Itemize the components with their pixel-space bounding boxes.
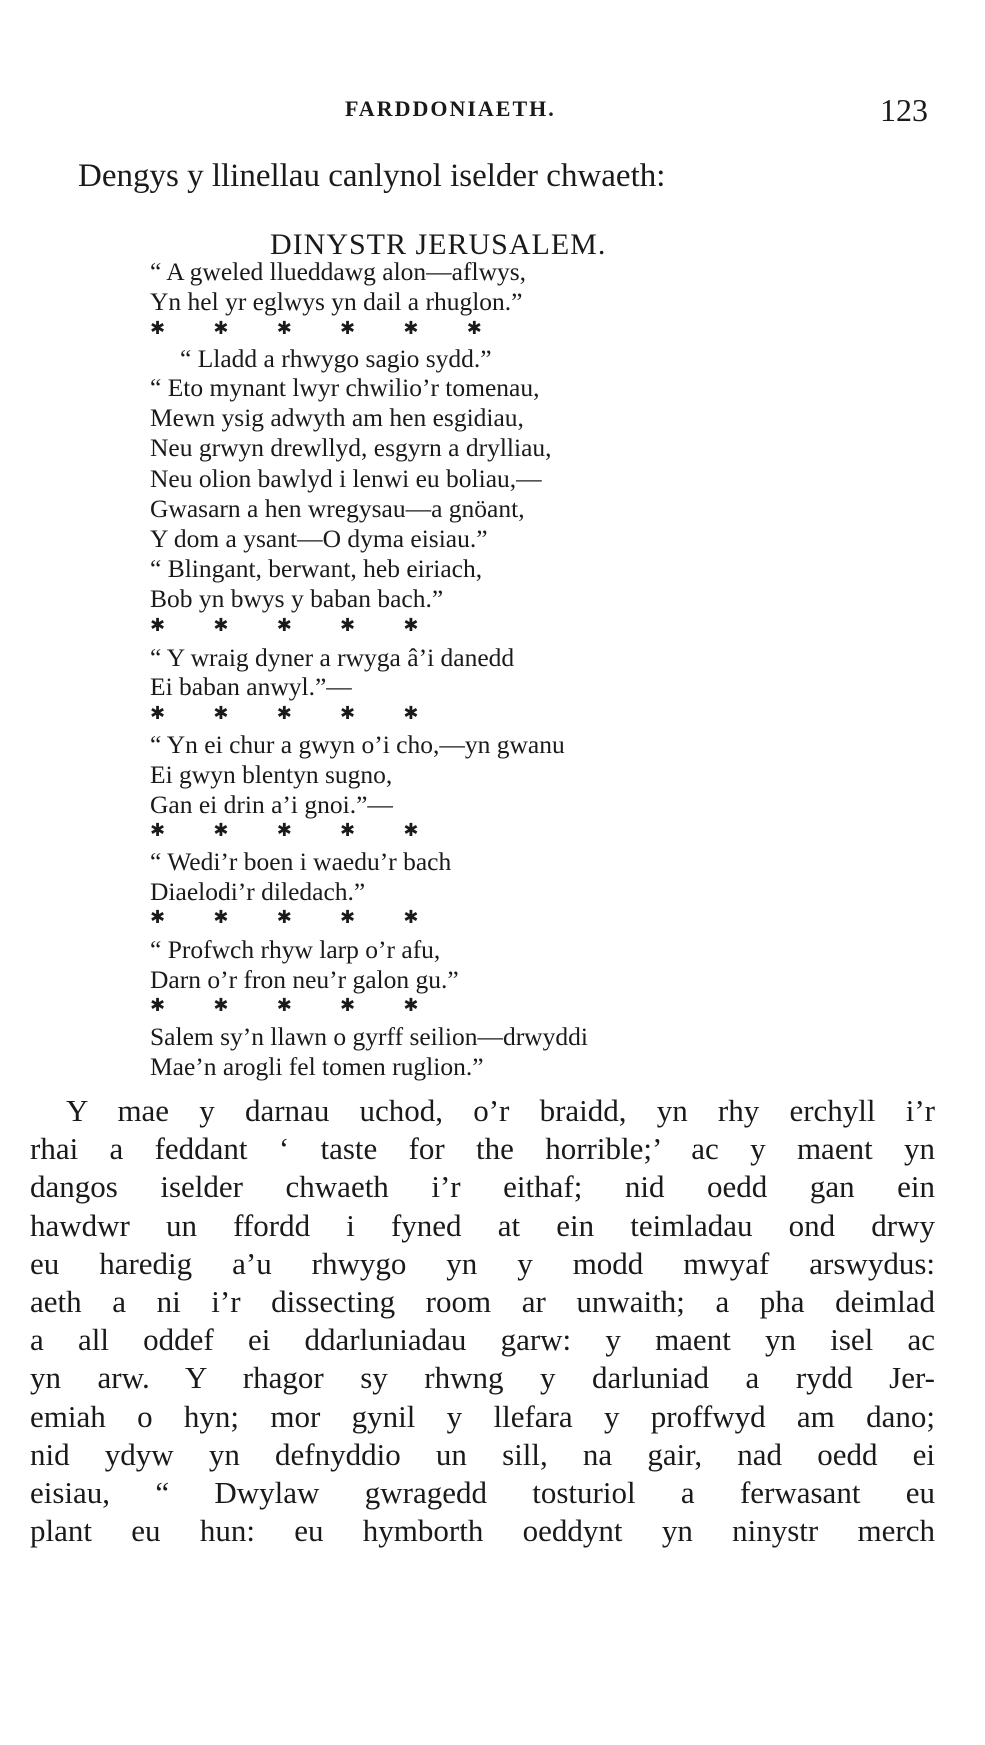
- running-title: FARDDONIAETH.: [345, 96, 556, 121]
- body-line: nid ydyw yn defnyddio un sill, na gair, nad oedd ei: [30, 1436, 935, 1472]
- section-divider-stars: ✱ ✱ ✱ ✱ ✱ ✱: [150, 318, 482, 339]
- section-divider-stars: ✱ ✱ ✱ ✱ ✱: [150, 615, 419, 636]
- poem-line: Neu grwyn drewllyd, esgyrn a drylliau,: [150, 433, 552, 462]
- poem-line: Darn o’r fron neu’r galon gu.”: [150, 965, 459, 994]
- poem-line: Yn hel yr eglwys yn dail a rhuglon.”: [150, 287, 523, 316]
- body-line: emiah o hyn; mor gynil y llefara y proffwyd am dano;: [30, 1398, 935, 1434]
- poem-line: Neu olion bawlyd i lenwi eu boliau,—: [150, 464, 542, 493]
- poem-line: Ei baban anwyl.”—: [150, 672, 352, 701]
- poem-line: Mewn ysig adwyth am hen esgidiau,: [150, 403, 524, 432]
- section-divider-stars: ✱ ✱ ✱ ✱ ✱: [150, 995, 419, 1016]
- running-head: [0, 92, 985, 132]
- poem-line: “ A gweled llueddawg alon—aflwys,: [150, 257, 527, 286]
- body-line: eisiau, “ Dwylaw gwragedd tosturiol a ferwasant eu: [30, 1475, 935, 1510]
- body-line: rhai a feddant ‘ taste for the horrible;’ ac y maent yn: [30, 1131, 935, 1167]
- section-divider-stars: ✱ ✱ ✱ ✱ ✱: [150, 703, 419, 724]
- poem-line: “ Profwch rhyw larp o’r afu,: [150, 935, 441, 964]
- body-line: dangos iselder chwaeth i’r eithaf; nid oedd gan ein: [30, 1169, 935, 1205]
- body-line: plant eu hun: eu hymborth oeddynt yn ninystr merch: [30, 1513, 935, 1549]
- poem-line: Ei gwyn blentyn sugno,: [150, 760, 393, 789]
- poem-line: Gwasarn a hen wregysau—a gnöant,: [150, 494, 525, 523]
- poem-line: “ Y wraig dyner a rwyga â’i danedd: [150, 643, 515, 672]
- body-line: hawdwr un ffordd i fyned at ein teimladau ond drwy: [30, 1207, 935, 1243]
- body-line: a all oddef ei ddarluniadau garw: y maent yn isel ac: [30, 1322, 935, 1358]
- poem-line: Y dom a ysant—O dyma eisiau.”: [150, 524, 488, 553]
- section-divider-stars: ✱ ✱ ✱ ✱ ✱: [150, 820, 419, 841]
- body-line: yn arw. Y rhagor sy rhwng y darluniad a rydd Jer-: [30, 1360, 935, 1396]
- poem-line: Diaelodi’r diledach.”: [150, 877, 366, 906]
- poem-line: Gan ei drin a’i gnoi.”—: [150, 790, 393, 819]
- body-line: Y mae y darnau uchod, o’r braidd, yn rhy erchyll i’r: [66, 1093, 935, 1128]
- body-line: aeth a ni i’r dissecting room ar unwaith; a pha deimlad: [30, 1284, 935, 1319]
- body-line: eu haredig a’u rhwygo yn y modd mwyaf arswydus:: [30, 1245, 935, 1281]
- poem-line: “ Wedi’r boen i waedu’r bach: [150, 847, 452, 876]
- poem-line: “ Yn ei chur a gwyn o’i cho,—yn gwanu: [150, 730, 565, 759]
- poem-line: “ Eto mynant lwyr chwilio’r tomenau,: [150, 373, 540, 402]
- poem-line: “ Lladd a rhwygo sagio sydd.”: [180, 344, 492, 373]
- poem-line: “ Blingant, berwant, heb eiriach,: [150, 554, 483, 583]
- poem-line: Salem sy’n llawn o gyrff seilion—drwyddi: [150, 1022, 588, 1051]
- poem-title: DINYSTR JERUSALEM.: [270, 228, 607, 261]
- poem-line: Mae’n arogli fel tomen ruglion.”: [150, 1052, 484, 1081]
- page-number: 123: [880, 92, 928, 128]
- poem-line: Bob yn bwys y baban bach.”: [150, 584, 444, 613]
- intro-line: Dengys y llinellau canlynol iselder chwaeth:: [78, 158, 666, 194]
- section-divider-stars: ✱ ✱ ✱ ✱ ✱: [150, 907, 419, 928]
